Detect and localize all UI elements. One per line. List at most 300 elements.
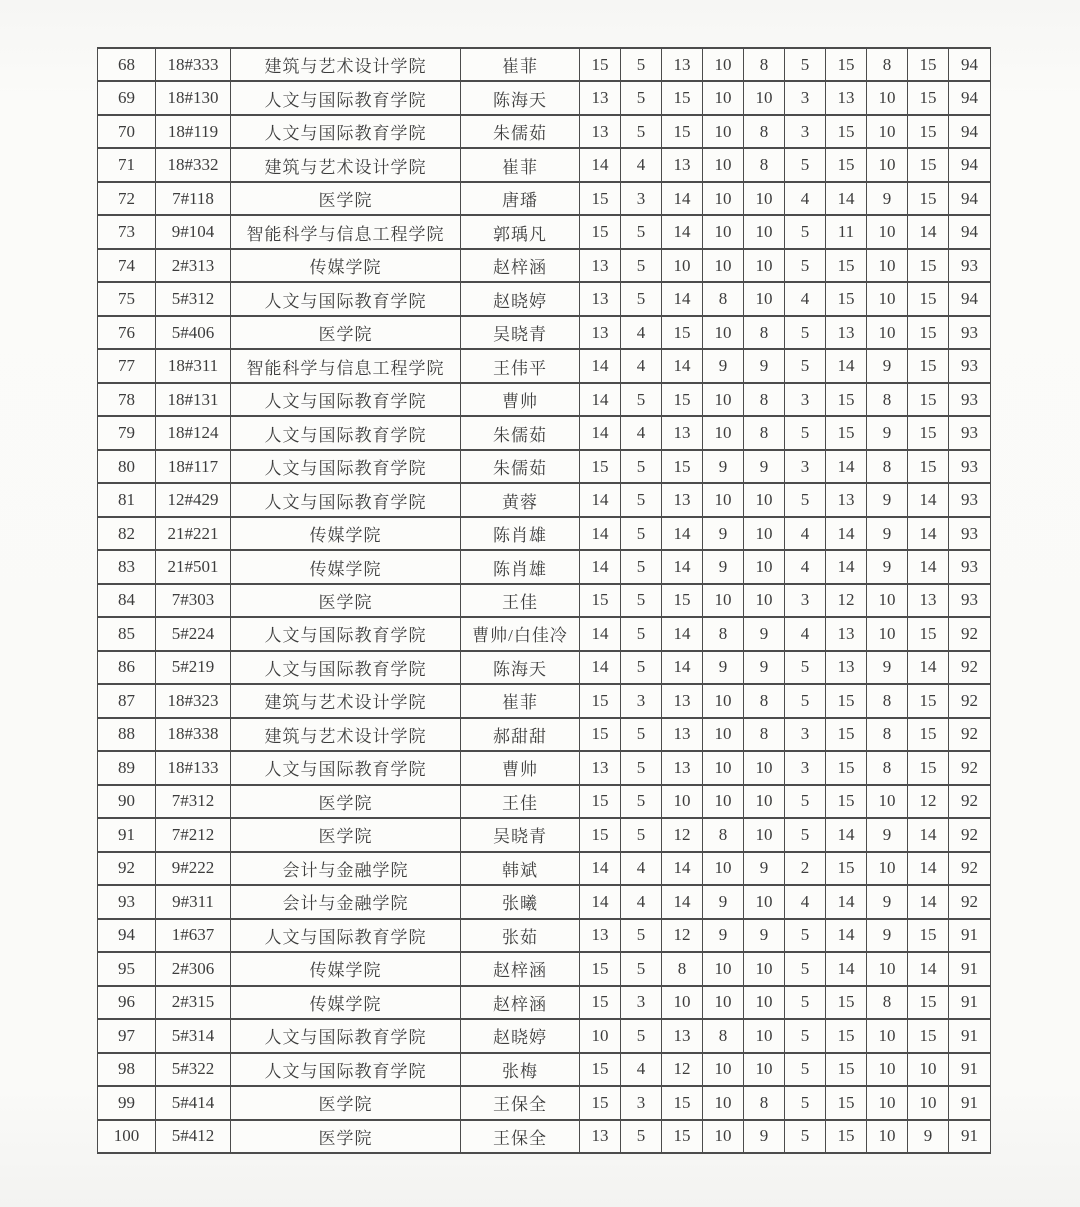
cell-name: 朱儒茹 xyxy=(461,115,580,148)
cell-score-1: 14 xyxy=(580,517,621,550)
cell-score-9: 15 xyxy=(908,1019,949,1052)
cell-score-6: 5 xyxy=(785,1120,826,1154)
cell-room: 5#314 xyxy=(156,1019,231,1052)
cell-score-8: 10 xyxy=(867,852,908,885)
cell-name: 曹帅/白佳冷 xyxy=(461,617,580,650)
cell-score-1: 14 xyxy=(580,148,621,181)
cell-score-6: 2 xyxy=(785,852,826,885)
cell-room: 18#131 xyxy=(156,383,231,416)
cell-score-9: 14 xyxy=(908,550,949,583)
cell-room: 2#306 xyxy=(156,952,231,985)
cell-room: 18#323 xyxy=(156,684,231,717)
cell-score-4: 10 xyxy=(703,383,744,416)
cell-score-8: 10 xyxy=(867,1120,908,1154)
cell-row-number: 75 xyxy=(98,282,156,315)
cell-name: 王佳 xyxy=(461,785,580,818)
cell-score-1: 15 xyxy=(580,718,621,751)
table-row xyxy=(98,81,991,114)
cell-row-number: 69 xyxy=(98,81,156,114)
cell-score-6: 4 xyxy=(785,617,826,650)
cell-score-8: 8 xyxy=(867,751,908,784)
cell-score-9: 15 xyxy=(908,718,949,751)
cell-row-number: 92 xyxy=(98,852,156,885)
cell-score-2: 5 xyxy=(621,952,662,985)
cell-score-3: 13 xyxy=(662,684,703,717)
cell-score-4: 10 xyxy=(703,852,744,885)
cell-score-3: 12 xyxy=(662,919,703,952)
cell-score-9: 15 xyxy=(908,249,949,282)
cell-score-8: 9 xyxy=(867,919,908,952)
table-row xyxy=(98,316,991,349)
cell-score-9: 15 xyxy=(908,349,949,382)
cell-college: 会计与金融学院 xyxy=(231,852,461,885)
cell-name: 王佳 xyxy=(461,584,580,617)
cell-score-9: 15 xyxy=(908,617,949,650)
cell-score-3: 12 xyxy=(662,818,703,851)
cell-name: 郝甜甜 xyxy=(461,718,580,751)
cell-score-8: 10 xyxy=(867,316,908,349)
cell-college: 人文与国际教育学院 xyxy=(231,282,461,315)
score-table xyxy=(97,47,991,1154)
table-row xyxy=(98,517,991,550)
cell-total: 91 xyxy=(949,1120,991,1154)
cell-total: 93 xyxy=(949,584,991,617)
cell-score-9: 15 xyxy=(908,383,949,416)
cell-total: 91 xyxy=(949,1019,991,1052)
cell-name: 张曦 xyxy=(461,885,580,918)
cell-room: 18#133 xyxy=(156,751,231,784)
cell-score-7: 12 xyxy=(826,584,867,617)
cell-total: 93 xyxy=(949,383,991,416)
cell-score-8: 10 xyxy=(867,249,908,282)
cell-score-6: 3 xyxy=(785,718,826,751)
cell-score-6: 5 xyxy=(785,785,826,818)
cell-score-2: 5 xyxy=(621,718,662,751)
cell-college: 人文与国际教育学院 xyxy=(231,483,461,516)
cell-name: 朱儒茹 xyxy=(461,450,580,483)
cell-score-3: 14 xyxy=(662,617,703,650)
cell-score-3: 15 xyxy=(662,450,703,483)
cell-score-6: 5 xyxy=(785,249,826,282)
cell-score-5: 8 xyxy=(744,115,785,148)
cell-score-6: 4 xyxy=(785,885,826,918)
cell-score-8: 10 xyxy=(867,952,908,985)
cell-row-number: 74 xyxy=(98,249,156,282)
cell-score-4: 10 xyxy=(703,584,744,617)
cell-score-5: 10 xyxy=(744,517,785,550)
cell-score-1: 14 xyxy=(580,651,621,684)
cell-score-8: 9 xyxy=(867,416,908,449)
cell-score-5: 10 xyxy=(744,818,785,851)
cell-score-7: 15 xyxy=(826,751,867,784)
cell-score-7: 15 xyxy=(826,684,867,717)
cell-room: 7#212 xyxy=(156,818,231,851)
cell-score-2: 5 xyxy=(621,919,662,952)
cell-row-number: 72 xyxy=(98,182,156,215)
cell-score-8: 9 xyxy=(867,483,908,516)
cell-row-number: 70 xyxy=(98,115,156,148)
cell-score-3: 14 xyxy=(662,182,703,215)
cell-score-8: 8 xyxy=(867,450,908,483)
cell-score-3: 14 xyxy=(662,651,703,684)
cell-score-9: 15 xyxy=(908,148,949,181)
table-row xyxy=(98,349,991,382)
cell-total: 92 xyxy=(949,684,991,717)
table-body xyxy=(98,48,991,1153)
cell-score-7: 15 xyxy=(826,249,867,282)
cell-score-7: 15 xyxy=(826,282,867,315)
cell-total: 94 xyxy=(949,115,991,148)
cell-row-number: 95 xyxy=(98,952,156,985)
cell-score-4: 10 xyxy=(703,483,744,516)
cell-college: 智能科学与信息工程学院 xyxy=(231,349,461,382)
cell-score-4: 10 xyxy=(703,48,744,81)
cell-score-9: 14 xyxy=(908,651,949,684)
cell-score-4: 9 xyxy=(703,450,744,483)
cell-name: 赵梓涵 xyxy=(461,952,580,985)
cell-score-7: 14 xyxy=(826,885,867,918)
cell-score-7: 14 xyxy=(826,919,867,952)
cell-room: 5#219 xyxy=(156,651,231,684)
cell-room: 12#429 xyxy=(156,483,231,516)
cell-score-7: 14 xyxy=(826,818,867,851)
cell-college: 医学院 xyxy=(231,316,461,349)
cell-score-3: 13 xyxy=(662,48,703,81)
cell-total: 93 xyxy=(949,517,991,550)
cell-row-number: 68 xyxy=(98,48,156,81)
cell-score-7: 15 xyxy=(826,1019,867,1052)
cell-score-1: 13 xyxy=(580,282,621,315)
cell-name: 黄蓉 xyxy=(461,483,580,516)
cell-score-5: 10 xyxy=(744,182,785,215)
cell-score-3: 15 xyxy=(662,316,703,349)
cell-score-4: 9 xyxy=(703,517,744,550)
cell-score-9: 15 xyxy=(908,115,949,148)
cell-score-3: 15 xyxy=(662,1120,703,1154)
cell-score-8: 10 xyxy=(867,215,908,248)
cell-score-1: 14 xyxy=(580,483,621,516)
cell-score-9: 14 xyxy=(908,215,949,248)
cell-name: 陈肖雄 xyxy=(461,517,580,550)
cell-score-5: 10 xyxy=(744,550,785,583)
cell-score-8: 8 xyxy=(867,48,908,81)
cell-score-1: 14 xyxy=(580,885,621,918)
cell-total: 91 xyxy=(949,1086,991,1119)
cell-score-3: 14 xyxy=(662,517,703,550)
cell-total: 93 xyxy=(949,316,991,349)
cell-room: 18#333 xyxy=(156,48,231,81)
cell-score-9: 14 xyxy=(908,885,949,918)
cell-name: 赵晓婷 xyxy=(461,282,580,315)
cell-score-4: 10 xyxy=(703,182,744,215)
cell-score-5: 9 xyxy=(744,617,785,650)
cell-score-5: 8 xyxy=(744,48,785,81)
cell-score-5: 9 xyxy=(744,450,785,483)
cell-name: 王保全 xyxy=(461,1086,580,1119)
cell-college: 传媒学院 xyxy=(231,986,461,1019)
cell-score-8: 9 xyxy=(867,550,908,583)
cell-score-7: 15 xyxy=(826,986,867,1019)
cell-score-9: 15 xyxy=(908,919,949,952)
cell-score-7: 14 xyxy=(826,550,867,583)
cell-row-number: 86 xyxy=(98,651,156,684)
cell-score-6: 5 xyxy=(785,818,826,851)
cell-score-9: 14 xyxy=(908,483,949,516)
cell-score-4: 9 xyxy=(703,349,744,382)
cell-score-2: 5 xyxy=(621,517,662,550)
cell-row-number: 89 xyxy=(98,751,156,784)
cell-score-1: 15 xyxy=(580,450,621,483)
cell-score-9: 15 xyxy=(908,684,949,717)
cell-total: 92 xyxy=(949,785,991,818)
cell-name: 赵梓涵 xyxy=(461,986,580,1019)
cell-score-5: 8 xyxy=(744,316,785,349)
cell-score-5: 8 xyxy=(744,1086,785,1119)
cell-college: 人文与国际教育学院 xyxy=(231,617,461,650)
cell-score-1: 14 xyxy=(580,852,621,885)
table-row xyxy=(98,282,991,315)
cell-score-9: 14 xyxy=(908,517,949,550)
table-row xyxy=(98,215,991,248)
cell-college: 智能科学与信息工程学院 xyxy=(231,215,461,248)
cell-score-1: 14 xyxy=(580,617,621,650)
cell-score-3: 13 xyxy=(662,148,703,181)
cell-college: 人文与国际教育学院 xyxy=(231,651,461,684)
cell-score-1: 15 xyxy=(580,785,621,818)
table-row xyxy=(98,718,991,751)
cell-score-1: 14 xyxy=(580,383,621,416)
cell-score-6: 5 xyxy=(785,651,826,684)
cell-room: 7#303 xyxy=(156,584,231,617)
cell-score-1: 15 xyxy=(580,684,621,717)
cell-score-6: 5 xyxy=(785,1086,826,1119)
table-row xyxy=(98,115,991,148)
cell-score-6: 3 xyxy=(785,383,826,416)
cell-total: 94 xyxy=(949,282,991,315)
cell-room: 18#124 xyxy=(156,416,231,449)
cell-score-8: 9 xyxy=(867,885,908,918)
cell-score-5: 10 xyxy=(744,785,785,818)
cell-college: 建筑与艺术设计学院 xyxy=(231,48,461,81)
cell-score-7: 15 xyxy=(826,1053,867,1086)
cell-name: 吴晓青 xyxy=(461,818,580,851)
cell-score-8: 10 xyxy=(867,617,908,650)
cell-total: 93 xyxy=(949,483,991,516)
cell-score-7: 15 xyxy=(826,718,867,751)
cell-college: 人文与国际教育学院 xyxy=(231,1019,461,1052)
cell-name: 崔菲 xyxy=(461,48,580,81)
cell-row-number: 80 xyxy=(98,450,156,483)
cell-score-4: 8 xyxy=(703,282,744,315)
cell-score-5: 10 xyxy=(744,282,785,315)
table-row xyxy=(98,1019,991,1052)
cell-score-7: 13 xyxy=(826,651,867,684)
cell-score-9: 9 xyxy=(908,1120,949,1154)
cell-score-5: 10 xyxy=(744,1053,785,1086)
cell-college: 传媒学院 xyxy=(231,517,461,550)
cell-name: 崔菲 xyxy=(461,148,580,181)
cell-score-8: 10 xyxy=(867,584,908,617)
cell-score-2: 5 xyxy=(621,383,662,416)
cell-total: 91 xyxy=(949,1053,991,1086)
cell-score-6: 5 xyxy=(785,48,826,81)
cell-row-number: 81 xyxy=(98,483,156,516)
cell-college: 医学院 xyxy=(231,182,461,215)
cell-score-9: 13 xyxy=(908,584,949,617)
cell-score-2: 4 xyxy=(621,316,662,349)
cell-name: 赵晓婷 xyxy=(461,1019,580,1052)
cell-score-8: 9 xyxy=(867,651,908,684)
cell-score-1: 14 xyxy=(580,550,621,583)
cell-score-2: 5 xyxy=(621,617,662,650)
cell-score-1: 15 xyxy=(580,818,621,851)
cell-score-5: 8 xyxy=(744,684,785,717)
cell-score-5: 10 xyxy=(744,483,785,516)
cell-score-2: 3 xyxy=(621,1086,662,1119)
cell-score-5: 10 xyxy=(744,1019,785,1052)
cell-name: 陈肖雄 xyxy=(461,550,580,583)
cell-score-5: 10 xyxy=(744,81,785,114)
cell-score-4: 10 xyxy=(703,952,744,985)
cell-name: 吴晓青 xyxy=(461,316,580,349)
cell-score-1: 14 xyxy=(580,349,621,382)
cell-name: 王伟平 xyxy=(461,349,580,382)
cell-score-8: 8 xyxy=(867,986,908,1019)
cell-score-9: 15 xyxy=(908,48,949,81)
cell-room: 9#104 xyxy=(156,215,231,248)
cell-row-number: 82 xyxy=(98,517,156,550)
cell-score-4: 10 xyxy=(703,1053,744,1086)
cell-score-5: 10 xyxy=(744,215,785,248)
cell-room: 2#315 xyxy=(156,986,231,1019)
cell-row-number: 88 xyxy=(98,718,156,751)
cell-score-8: 8 xyxy=(867,684,908,717)
cell-college: 医学院 xyxy=(231,818,461,851)
cell-college: 人文与国际教育学院 xyxy=(231,81,461,114)
cell-total: 92 xyxy=(949,751,991,784)
cell-score-3: 10 xyxy=(662,785,703,818)
table-row xyxy=(98,952,991,985)
table-row xyxy=(98,885,991,918)
cell-row-number: 94 xyxy=(98,919,156,952)
cell-total: 92 xyxy=(949,617,991,650)
cell-score-3: 15 xyxy=(662,383,703,416)
cell-room: 18#332 xyxy=(156,148,231,181)
cell-score-2: 5 xyxy=(621,818,662,851)
cell-score-4: 9 xyxy=(703,651,744,684)
cell-room: 21#501 xyxy=(156,550,231,583)
cell-row-number: 77 xyxy=(98,349,156,382)
table-row xyxy=(98,483,991,516)
cell-college: 建筑与艺术设计学院 xyxy=(231,148,461,181)
cell-row-number: 73 xyxy=(98,215,156,248)
cell-score-6: 5 xyxy=(785,148,826,181)
cell-name: 赵梓涵 xyxy=(461,249,580,282)
cell-score-2: 4 xyxy=(621,148,662,181)
cell-score-3: 13 xyxy=(662,416,703,449)
cell-row-number: 87 xyxy=(98,684,156,717)
cell-room: 2#313 xyxy=(156,249,231,282)
cell-total: 93 xyxy=(949,349,991,382)
cell-score-6: 5 xyxy=(785,684,826,717)
cell-score-4: 10 xyxy=(703,316,744,349)
cell-score-1: 13 xyxy=(580,1120,621,1154)
cell-total: 92 xyxy=(949,885,991,918)
cell-score-8: 9 xyxy=(867,349,908,382)
cell-score-7: 13 xyxy=(826,617,867,650)
cell-score-7: 13 xyxy=(826,483,867,516)
cell-score-4: 10 xyxy=(703,215,744,248)
cell-row-number: 71 xyxy=(98,148,156,181)
cell-score-3: 15 xyxy=(662,584,703,617)
cell-score-3: 14 xyxy=(662,852,703,885)
cell-score-6: 3 xyxy=(785,751,826,784)
cell-college: 人文与国际教育学院 xyxy=(231,751,461,784)
cell-score-7: 14 xyxy=(826,182,867,215)
cell-name: 陈海天 xyxy=(461,651,580,684)
cell-score-1: 15 xyxy=(580,182,621,215)
cell-score-1: 15 xyxy=(580,48,621,81)
table-row xyxy=(98,584,991,617)
cell-score-1: 15 xyxy=(580,1053,621,1086)
cell-college: 人文与国际教育学院 xyxy=(231,450,461,483)
cell-row-number: 84 xyxy=(98,584,156,617)
cell-total: 92 xyxy=(949,651,991,684)
cell-score-5: 9 xyxy=(744,919,785,952)
cell-score-8: 10 xyxy=(867,1053,908,1086)
cell-score-6: 5 xyxy=(785,952,826,985)
cell-total: 94 xyxy=(949,81,991,114)
cell-row-number: 91 xyxy=(98,818,156,851)
cell-college: 人文与国际教育学院 xyxy=(231,383,461,416)
table-row xyxy=(98,1053,991,1086)
cell-score-5: 9 xyxy=(744,349,785,382)
cell-college: 会计与金融学院 xyxy=(231,885,461,918)
table-row xyxy=(98,1120,991,1154)
cell-score-5: 8 xyxy=(744,718,785,751)
cell-college: 建筑与艺术设计学院 xyxy=(231,718,461,751)
cell-score-3: 8 xyxy=(662,952,703,985)
cell-row-number: 76 xyxy=(98,316,156,349)
cell-row-number: 90 xyxy=(98,785,156,818)
cell-name: 曹帅 xyxy=(461,383,580,416)
cell-score-9: 12 xyxy=(908,785,949,818)
cell-score-2: 5 xyxy=(621,785,662,818)
cell-score-3: 12 xyxy=(662,1053,703,1086)
cell-name: 张梅 xyxy=(461,1053,580,1086)
table-row xyxy=(98,919,991,952)
cell-room: 18#119 xyxy=(156,115,231,148)
cell-score-4: 9 xyxy=(703,885,744,918)
cell-college: 医学院 xyxy=(231,1086,461,1119)
cell-score-3: 15 xyxy=(662,115,703,148)
cell-score-2: 4 xyxy=(621,852,662,885)
cell-score-1: 13 xyxy=(580,919,621,952)
cell-score-2: 5 xyxy=(621,450,662,483)
cell-room: 18#130 xyxy=(156,81,231,114)
table-row xyxy=(98,148,991,181)
table-row xyxy=(98,751,991,784)
cell-room: 9#222 xyxy=(156,852,231,885)
cell-score-8: 10 xyxy=(867,148,908,181)
cell-score-1: 13 xyxy=(580,316,621,349)
cell-score-3: 10 xyxy=(662,986,703,1019)
cell-score-2: 5 xyxy=(621,584,662,617)
cell-score-3: 15 xyxy=(662,1086,703,1119)
cell-score-4: 8 xyxy=(703,617,744,650)
cell-score-4: 10 xyxy=(703,986,744,1019)
cell-score-8: 10 xyxy=(867,282,908,315)
